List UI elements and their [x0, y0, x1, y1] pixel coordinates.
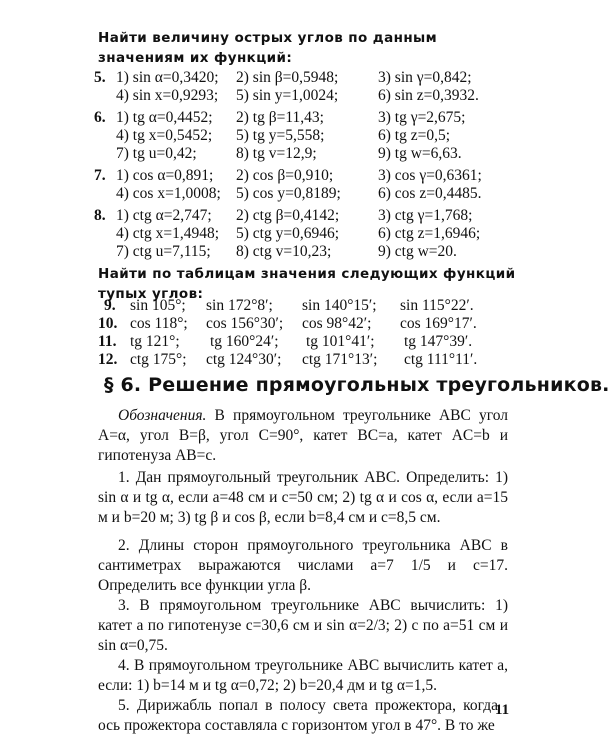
item: 1) sin α=0,3420; — [116, 69, 219, 86]
item: sin 140°15′; — [302, 297, 377, 314]
problem-12-row — [98, 350, 514, 370]
item: 4) sin x=0,9293; — [116, 87, 219, 104]
notation-lead: Обозначения. — [118, 407, 207, 424]
problem-number: 11. — [98, 333, 117, 350]
item: 1) ctg α=2,747; — [116, 207, 212, 224]
item: cos 169°17′. — [400, 315, 477, 332]
item: tg 160°24′; — [210, 333, 279, 350]
item: 6) tg z=0,5; — [378, 127, 451, 144]
problem-4: 4. В прямоугольном треугольнике ABC вычислить катет a, если: 1) b=14 м и tg α=0,72; 2) b=20,4 дм и tg α=1,5. — [98, 657, 508, 694]
problem-9-row — [104, 296, 514, 316]
item: ctg 171°13′; — [302, 351, 378, 368]
item: ctg 124°30′; — [206, 351, 282, 368]
item: 3) ctg γ=1,768; — [378, 207, 473, 224]
item: 3) tg γ=2,675; — [378, 109, 466, 126]
item: 1) tg α=0,4452; — [116, 109, 213, 126]
item: 2) ctg β=0,4142; — [236, 207, 340, 224]
item: 5) cos y=0,8189; — [236, 185, 341, 202]
problem-6-row-3 — [94, 144, 514, 164]
notation-paragraph — [98, 406, 508, 466]
problem-3: 3. В прямоугольном треугольнике ABC вычислить: 1) катет a по гипотенузе c=30,6 см и sin α=2/3; 2) c по a=51 см и sin α=0,75. — [98, 597, 508, 654]
problem-1: 1. Дан прямоугольный треугольник ABC. Определить: 1) sin α и tg α, если a=48 см и c=50 см; 2) tg α и cos α, если a=15 м и b=20 м; 3) tg β и cos β, если b=8,4 см и c=8,5 см. — [98, 469, 508, 526]
problem-8-row-2 — [94, 224, 514, 244]
problem-6-row-1 — [94, 108, 514, 128]
item: 8) ctg v=10,23; — [236, 243, 332, 260]
section-title: § 6. Решение прямоугольных треугольников. — [104, 374, 610, 396]
item: cos 156°30′; — [206, 315, 284, 332]
exercise-header-acute-angles: Найти величину острых углов по данным значениям их функций: — [98, 30, 438, 66]
item: 7) tg u=0,42; — [116, 145, 197, 162]
item: 2) cos β=0,910; — [236, 167, 334, 184]
item: sin 105°; — [130, 297, 186, 314]
item: tg 121°; — [130, 333, 180, 350]
item: 2) sin β=0,5948; — [236, 69, 339, 86]
problem-5: 5. Дирижабль попал в полосу света прожектора, когда ось прожектора составляла с горизонтом угол в 47°. В то же — [98, 697, 498, 734]
problem-5-row-1 — [94, 68, 514, 88]
item: 9) tg w=6,63. — [378, 145, 462, 162]
item: 7) ctg u=7,115; — [116, 243, 211, 260]
exercise-header-obtuse-angles: Найти по таблицам значения следующих функций тупых углов: — [98, 266, 516, 302]
item: 5) sin y=1,0024; — [236, 87, 339, 104]
item: 5) ctg y=0,6946; — [236, 225, 340, 242]
item: 2) tg β=11,43; — [236, 109, 324, 126]
problem-6-row-2 — [94, 126, 514, 146]
problem-7-row-1 — [94, 166, 514, 186]
problem-number: 10. — [98, 315, 118, 332]
problem-number: 5. — [94, 69, 106, 86]
problem-8-row-1 — [94, 206, 514, 226]
item: 4) cos x=1,0008; — [116, 185, 221, 202]
page-number: 11 — [495, 702, 510, 718]
item: 5) tg y=5,558; — [236, 127, 325, 144]
problem-5-row-2 — [94, 86, 514, 106]
item: tg 101°41′; — [306, 333, 375, 350]
problem-number: 8. — [94, 207, 106, 224]
problem-number: 12. — [98, 351, 118, 368]
item: 3) cos γ=0,6361; — [378, 167, 482, 184]
item: 6) cos z=0,4485. — [378, 185, 482, 202]
item: sin 115°22′. — [400, 297, 474, 314]
problem-7-row-2 — [94, 184, 514, 204]
problem-2: 2. Длины сторон прямоугольного треугольника ABC в сантиметрах выражаются числами a=7 1/5 и c=17. Определить все функции угла β. — [98, 537, 508, 594]
notation-text: В прямоугольном треугольнике ABC угол A=α, угол B=β, угол C=90°, катет BC=a, катет AC=b и гипотенуза AB=c. — [98, 407, 508, 464]
problem-10-row — [98, 314, 514, 334]
item: 6) ctg z=1,6946; — [378, 225, 481, 242]
problem-number: 7. — [94, 167, 106, 184]
item: cos 98°42′; — [302, 315, 372, 332]
item: 3) sin γ=0,842; — [378, 69, 472, 86]
problem-11-row — [98, 332, 514, 352]
item: ctg 175°; — [130, 351, 187, 368]
item: ctg 111°11′. — [404, 351, 478, 368]
problem-number: 9. — [104, 297, 116, 314]
item: 4) ctg x=1,4948; — [116, 225, 220, 242]
item: 6) sin z=0,3932. — [378, 87, 479, 104]
item: 4) tg x=0,5452; — [116, 127, 213, 144]
item: 8) tg v=12,9; — [236, 145, 317, 162]
item: cos 118°; — [130, 315, 188, 332]
item: 9) ctg w=20. — [378, 243, 457, 260]
item: 1) cos α=0,891; — [116, 167, 214, 184]
problem-number: 6. — [94, 109, 106, 126]
item: sin 172°8′; — [206, 297, 273, 314]
problem-8-row-3 — [94, 242, 514, 262]
item: tg 147°39′. — [404, 333, 473, 350]
